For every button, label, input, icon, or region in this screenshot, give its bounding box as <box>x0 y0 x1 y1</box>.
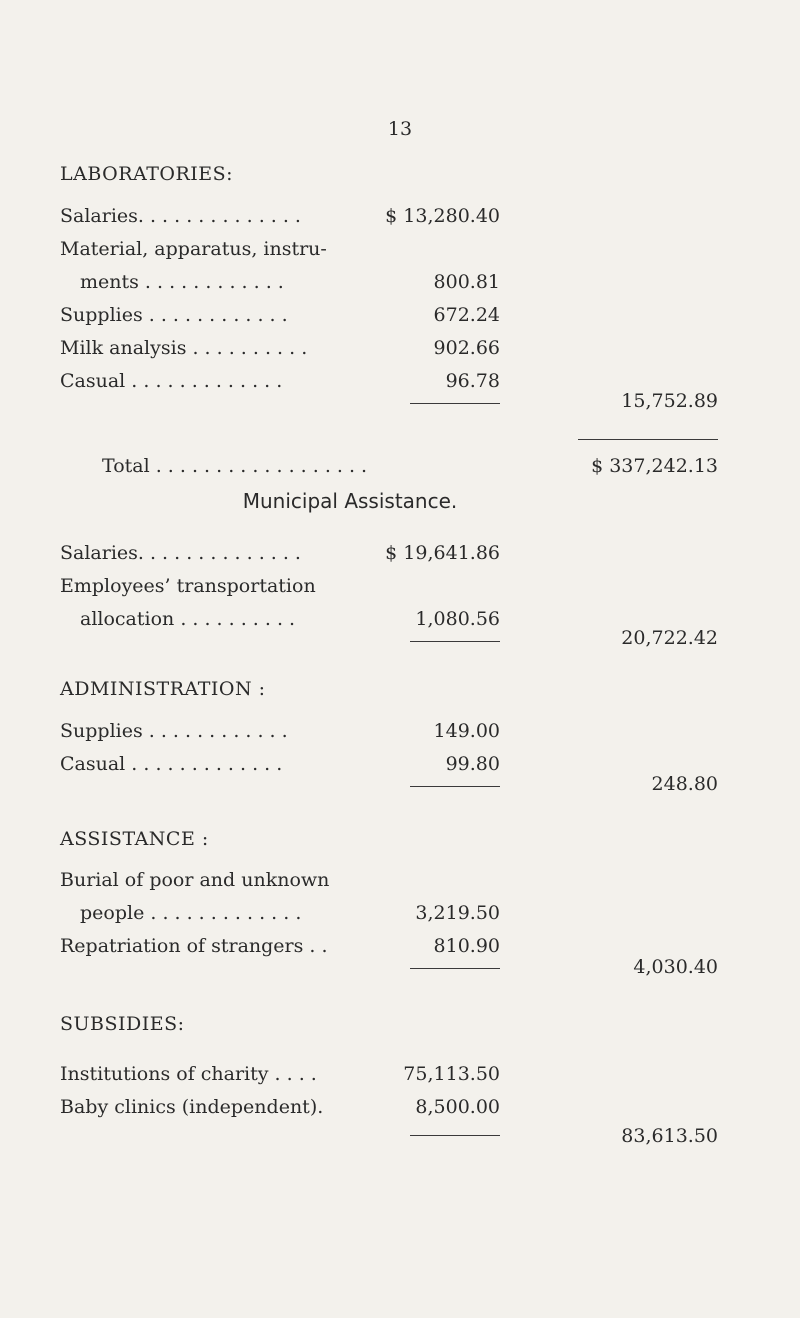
row-amount: 800.81 <box>433 271 500 293</box>
row-label: Salaries. . . . . . . . . . . . . . <box>60 205 301 227</box>
row-label: Repatriation of strangers . . <box>60 935 328 957</box>
administration-heading: ADMINISTRATION : <box>60 678 266 700</box>
rule-line <box>410 1135 500 1136</box>
table-row <box>60 301 500 329</box>
rule-line <box>410 403 500 404</box>
row-label: Salaries. . . . . . . . . . . . . . <box>60 542 301 564</box>
subsidies-subtotal: 83,613.50 <box>621 1125 718 1147</box>
row-amount: $ 19,641.86 <box>385 542 500 564</box>
row-label: allocation . . . . . . . . . . <box>80 608 296 630</box>
table-row <box>60 932 500 960</box>
table-row <box>60 572 500 600</box>
row-label: Material, apparatus, instru- <box>60 238 327 260</box>
row-label: Casual . . . . . . . . . . . . . <box>60 753 283 775</box>
row-label: people . . . . . . . . . . . . . <box>80 902 302 924</box>
row-amount: 1,080.56 <box>415 608 500 630</box>
administration-subtotal: 248.80 <box>651 773 718 795</box>
rule-line <box>578 439 718 440</box>
page-number: 13 <box>387 118 413 140</box>
table-row <box>60 717 500 745</box>
row-label: Burial of poor and unknown <box>60 869 330 891</box>
assistance-subtotal: 4,030.40 <box>633 956 718 978</box>
row-label: ments . . . . . . . . . . . . <box>80 271 284 293</box>
row-amount: 149.00 <box>433 720 500 742</box>
row-label: Supplies . . . . . . . . . . . . <box>60 304 288 326</box>
row-label: Supplies . . . . . . . . . . . . <box>60 720 288 742</box>
row-label: Institutions of charity . . . . <box>60 1063 317 1085</box>
section-title: Municipal Assistance. <box>242 489 458 513</box>
total-amount: $ 337,242.13 <box>591 455 718 477</box>
row-amount: 672.24 <box>433 304 500 326</box>
table-row <box>60 367 500 395</box>
municipal-subtotal: 20,722.42 <box>621 627 718 649</box>
table-row <box>60 1093 500 1121</box>
row-amount: 3,219.50 <box>415 902 500 924</box>
row-amount: 810.90 <box>433 935 500 957</box>
table-row <box>60 268 500 296</box>
row-amount: $ 13,280.40 <box>385 205 500 227</box>
table-row <box>60 899 500 927</box>
row-amount: 99.80 <box>445 753 500 775</box>
row-label: Milk analysis . . . . . . . . . . <box>60 337 308 359</box>
table-row <box>60 750 500 778</box>
table-row <box>60 866 500 894</box>
table-row <box>60 1060 500 1088</box>
table-row <box>60 235 500 263</box>
row-label: Employees’ transportation <box>60 575 316 597</box>
total-row <box>102 452 718 480</box>
subsidies-heading: SUBSIDIES: <box>60 1013 185 1035</box>
total-label: Total . . . . . . . . . . . . . . . . . . <box>102 455 368 477</box>
row-amount: 96.78 <box>445 370 500 392</box>
laboratories-heading: LABORATORIES: <box>60 163 234 185</box>
row-label: Casual . . . . . . . . . . . . . <box>60 370 283 392</box>
table-row <box>60 539 500 567</box>
row-label: Baby clinics (independent). <box>60 1096 324 1118</box>
assistance-heading: ASSISTANCE : <box>60 828 209 850</box>
rule-line <box>410 641 500 642</box>
row-amount: 902.66 <box>433 337 500 359</box>
row-amount: 75,113.50 <box>403 1063 500 1085</box>
laboratories-subtotal: 15,752.89 <box>621 390 718 412</box>
rule-line <box>410 968 500 969</box>
rule-line <box>410 786 500 787</box>
table-row <box>60 605 500 633</box>
row-amount: 8,500.00 <box>415 1096 500 1118</box>
table-row <box>60 334 500 362</box>
table-row <box>60 202 500 230</box>
